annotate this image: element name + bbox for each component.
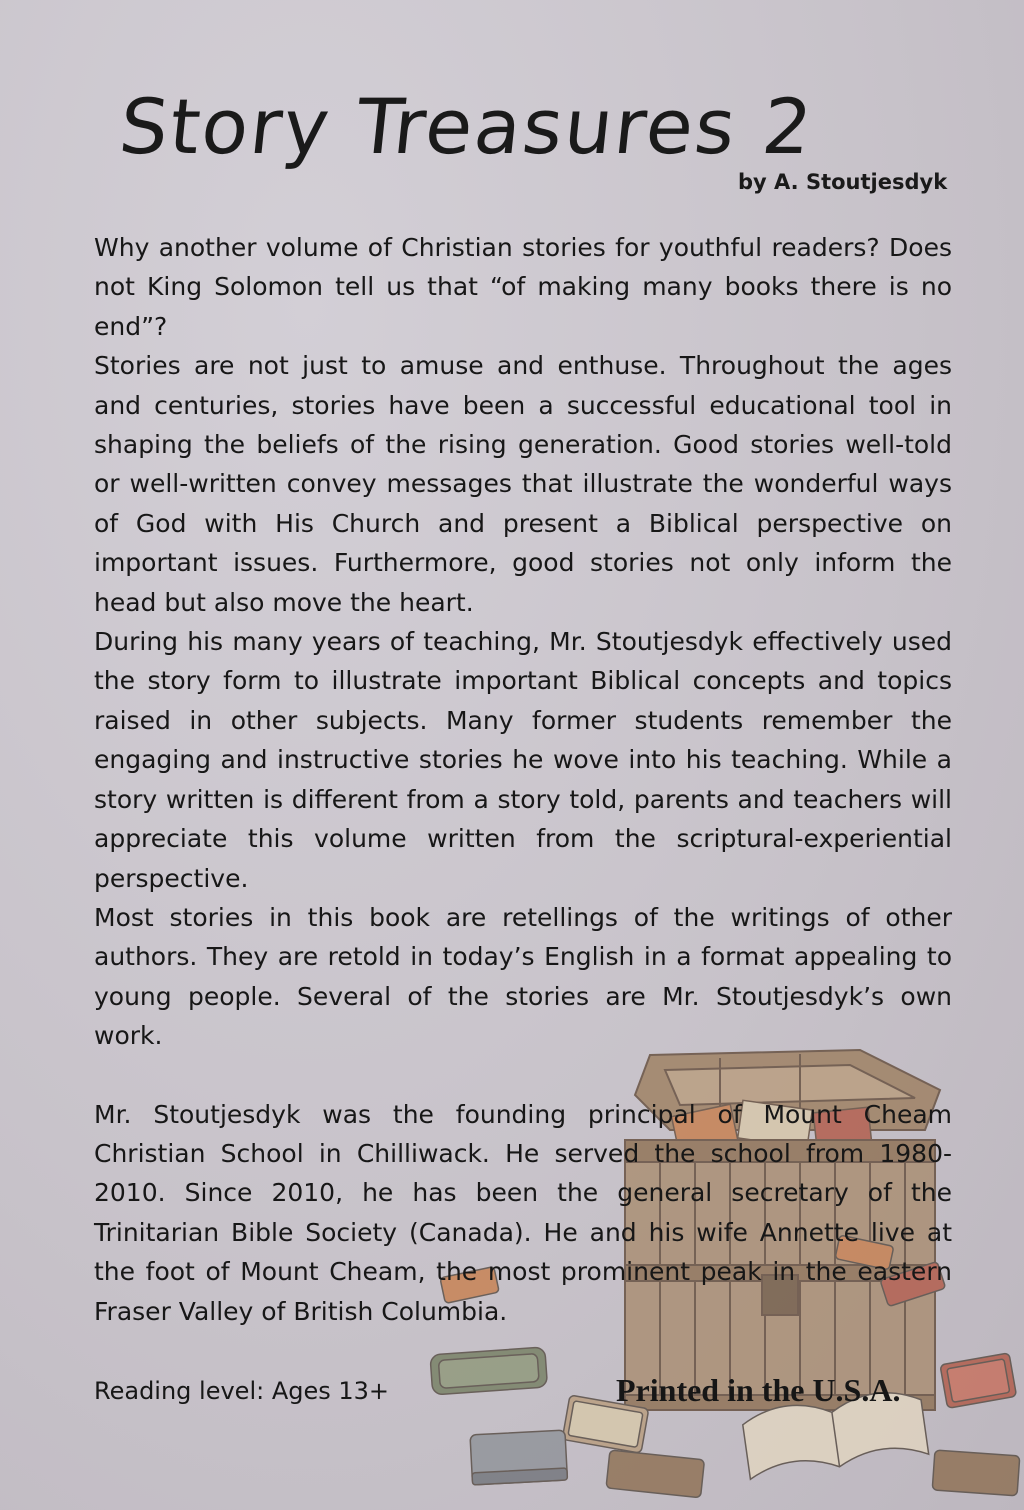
- book-icon: [606, 1450, 704, 1498]
- reading-level-label: Reading level: Ages 13+: [94, 1377, 390, 1405]
- author-byline: by A. Stoutjesdyk: [738, 170, 948, 194]
- book-icon: [430, 1347, 548, 1395]
- book-title: Story Treasures 2: [115, 82, 818, 171]
- blurb-text: [94, 228, 952, 1331]
- book-icon: [940, 1353, 1017, 1408]
- printed-in-label: Printed in the U.S.A.: [616, 1372, 901, 1408]
- blurb-paragraph: Why another volume of Christian stories for youthful readers? Does not King Solomon tell us that “of making many books there is no end”?: [94, 233, 952, 341]
- book-icon: [470, 1430, 567, 1485]
- blurb-paragraph: Most stories in this book are retellings of the writings of other authors. They are retold in today’s English in a format appealing to young people. Several of the stories are Mr. Stoutjesdyk’s own work.: [94, 902, 952, 1051]
- blurb-paragraph: Stories are not just to amuse and enthuse. Throughout the ages and centuries, stories have been a successful educational tool in shaping the beliefs of the rising generation. Good stories well-told or well-written convey messages that illustrate the wonderful ways of God with His Church and present a Biblical perspective on important issues. Furthermore, good stories not only inform the head but also move the heart.: [94, 351, 952, 617]
- author-bio-paragraph: Mr. Stoutjesdyk was the founding principal of Mount Cheam Christian School in Chilliwack. He served the school from 1980-2010. Since 2010, he has been the general secretary of the Trinitarian Bible Society (Canada). He and his wife Annette live at the foot of Mount Cheam, the most prominent peak in the eastern Fraser Valley of British Columbia.: [94, 1099, 952, 1326]
- book-icon: [932, 1450, 1020, 1496]
- blurb-paragraph: During his many years of teaching, Mr. Stoutjesdyk effectively used the story form to illustrate important Biblical concepts and topics raised in other subjects. Many former students remember the engaging and instructive stories he wove into his teaching. While a story written is different from a story told, parents and teachers will appreciate this volume written from the scriptural-experiential perspective.: [94, 627, 952, 893]
